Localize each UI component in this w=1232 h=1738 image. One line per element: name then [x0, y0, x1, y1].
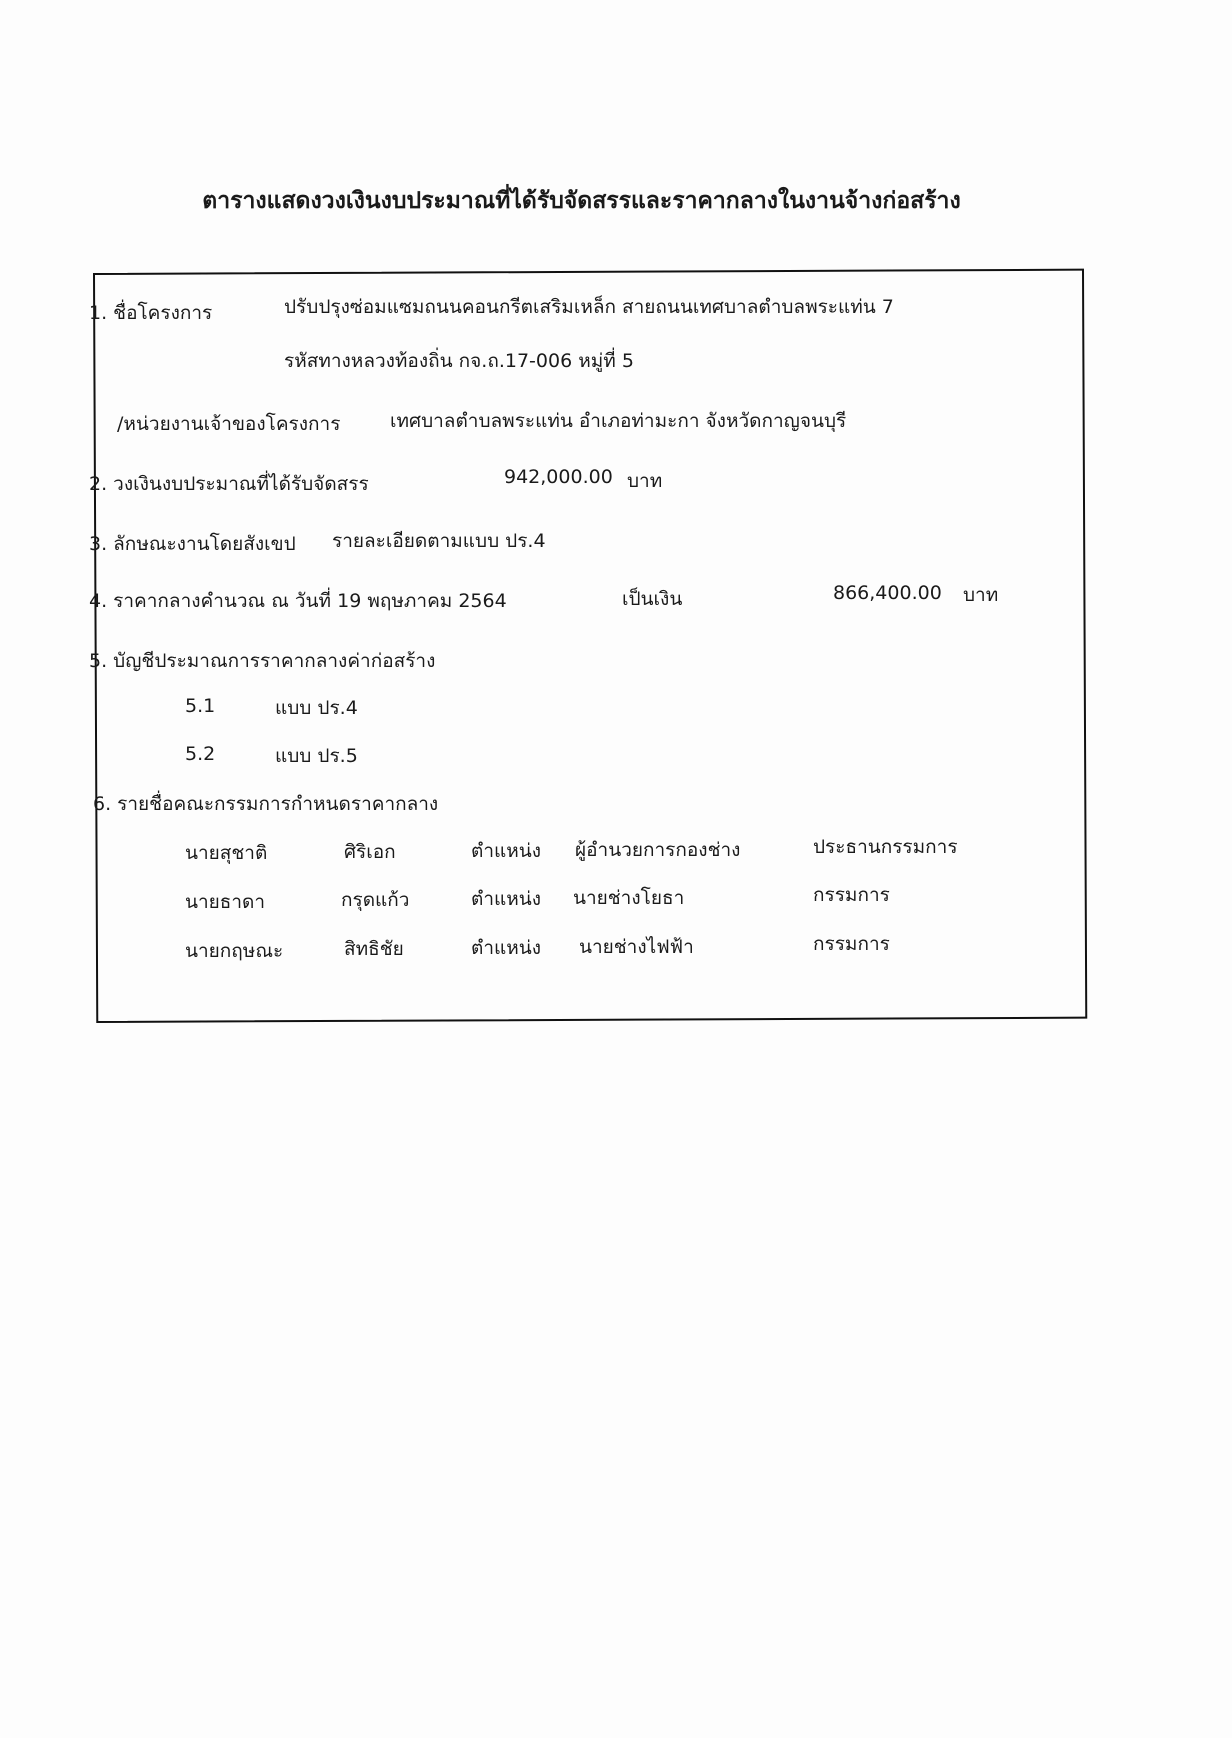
member-last-name: สิทธิชัย: [344, 938, 404, 960]
project-name-line1: ปรับปรุงซ่อมแซมถนนคอนกรีตเสริมเหล็ก สายถนนเทศบาลตำบลพระแท่น 7: [284, 296, 894, 318]
subitem-5-2-num: 5.2: [185, 743, 216, 765]
member-role: กรรมการ: [813, 933, 890, 955]
cost-estimate-label: 5. บัญชีประมาณการราคากลางค่าก่อสร้าง: [89, 650, 436, 672]
member-position: นายช่างโยธา: [573, 887, 685, 909]
project-owner-value: เทศบาลตำบลพระแท่น อำเภอท่ามะกา จังหวัดกาญจนบุรี: [390, 410, 847, 432]
member-last-name: ศิริเอก: [344, 841, 396, 863]
member-position: นายช่างไฟฟ้า: [579, 936, 694, 958]
budget-unit: บาท: [627, 470, 663, 492]
project-name-label: 1. ชื่อโครงการ: [89, 302, 213, 324]
project-name-line2: รหัสทางหลวงท้องถิ่น กจ.ถ.17-006 หมู่ที่ 5: [284, 350, 634, 372]
member-last-name: กรุดแก้ว: [341, 889, 410, 911]
member-role: ประธานกรรมการ: [813, 836, 958, 858]
subitem-5-1-text: แบบ ปร.4: [275, 697, 358, 719]
work-description-label: 3. ลักษณะงานโดยสังเขป: [89, 533, 296, 555]
median-price-label: 4. ราคากลางคำนวณ ณ วันที่ 19 พฤษภาคม 2564: [89, 590, 507, 612]
member-first-name: นายสุชาติ: [185, 842, 268, 864]
member-position: ผู้อำนวยการกองช่าง: [575, 839, 741, 861]
project-owner-label: /หน่วยงานเจ้าของโครงการ: [117, 413, 341, 435]
work-description-value: รายละเอียดตามแบบ ปร.4: [332, 530, 546, 552]
budget-amount: 942,000.00: [504, 466, 613, 488]
median-price-unit: บาท: [963, 584, 999, 606]
committee-label: 6. รายชื่อคณะกรรมการกำหนดราคากลาง: [93, 793, 439, 815]
subitem-5-2-text: แบบ ปร.5: [275, 745, 358, 767]
member-position-label: ตำแหน่ง: [471, 840, 542, 862]
member-first-name: นายกฤษณะ: [185, 940, 284, 962]
median-price-amount: 866,400.00: [833, 582, 942, 604]
member-position-label: ตำแหน่ง: [471, 937, 542, 959]
budget-label: 2. วงเงินงบประมาณที่ได้รับจัดสรร: [89, 473, 369, 495]
median-price-amount-label: เป็นเงิน: [622, 588, 683, 610]
member-role: กรรมการ: [813, 884, 890, 906]
member-first-name: นายธาดา: [185, 891, 266, 913]
document-title: ตารางแสดงวงเงินงบประมาณที่ได้รับจัดสรรและราคากลางในงานจ้างก่อสร้าง: [202, 188, 961, 214]
member-position-label: ตำแหน่ง: [471, 888, 542, 910]
subitem-5-1-num: 5.1: [185, 695, 216, 717]
